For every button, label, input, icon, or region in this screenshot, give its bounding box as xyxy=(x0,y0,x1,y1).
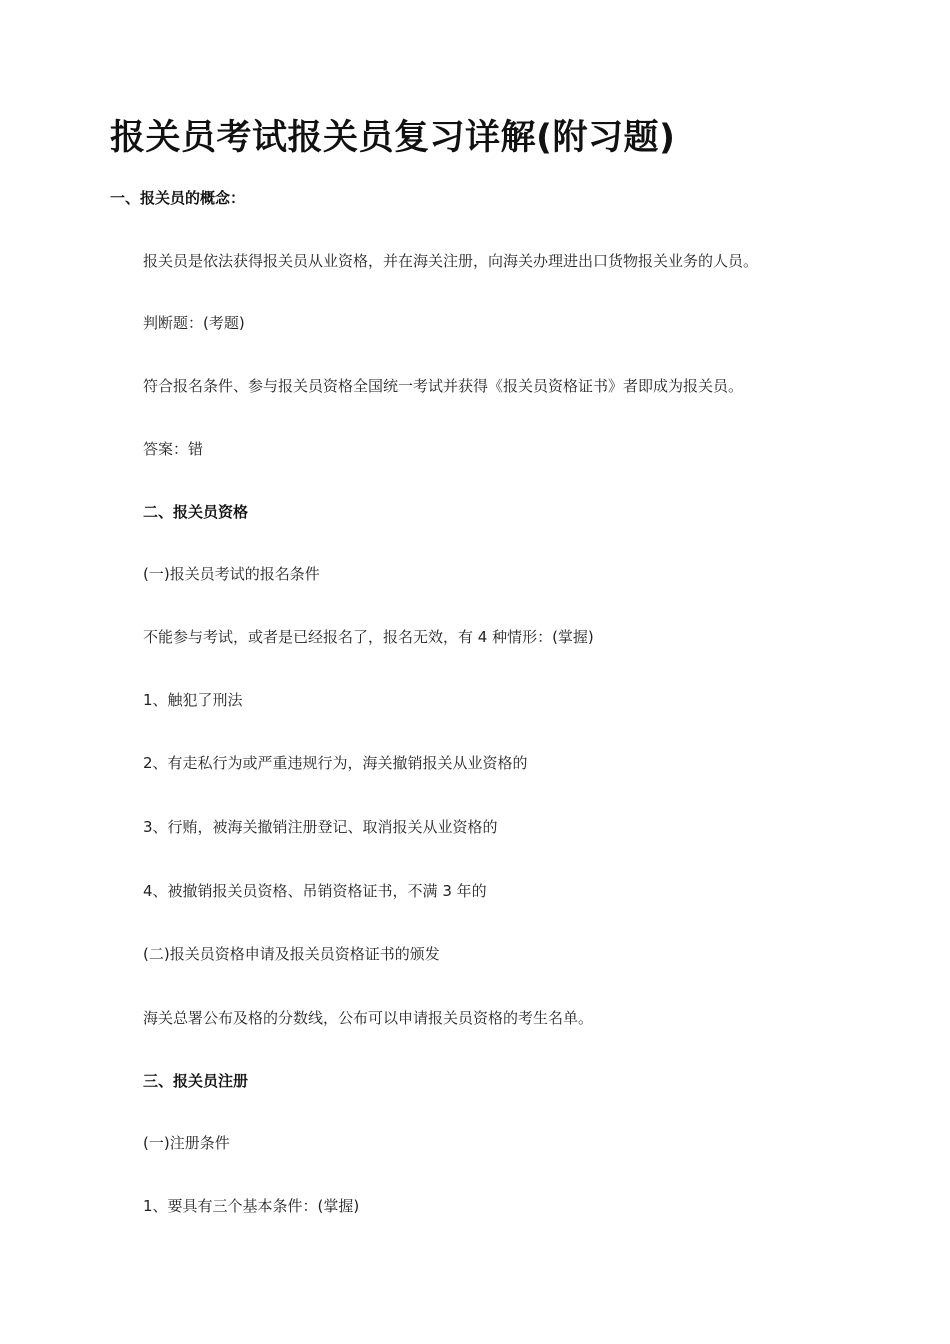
question-type-label: 判断题：(考题) xyxy=(143,314,245,332)
list-item: 1、要具有三个基本条件：(掌握) xyxy=(143,1197,360,1215)
paragraph-passing-score: 海关总署公布及格的分数线，公布可以申请报关员资格的考生名单。 xyxy=(143,1009,594,1027)
paragraph-ineligibility: 不能参与考试，或者是已经报名了，报名无效，有 4 种情形：(掌握) xyxy=(143,628,594,646)
section-heading-3: 三、报关员注册 xyxy=(143,1072,249,1090)
list-item: 4、被撤销报关员资格、吊销资格证书，不满 3 年的 xyxy=(143,882,487,900)
subsection-heading-registration: (一)注册条件 xyxy=(143,1134,230,1152)
subsection-heading-certificate: (二)报关员资格申请及报关员资格证书的颁发 xyxy=(143,945,440,963)
list-item: 2、有走私行为或严重违规行为，海关撤销报关从业资格的 xyxy=(143,754,528,772)
paragraph-definition: 报关员是依法获得报关员从业资格，并在海关注册，向海关办理进出口货物报关业务的人员。 xyxy=(143,252,759,270)
list-item: 1、触犯了刑法 xyxy=(143,691,243,709)
section-heading-2: 二、报关员资格 xyxy=(143,503,249,521)
subsection-heading-exam-conditions: (一)报关员考试的报名条件 xyxy=(143,565,320,583)
question-statement: 符合报名条件、参与报关员资格全国统一考试并获得《报关员资格证书》者即成为报关员。 xyxy=(143,377,744,395)
answer-text: 答案：错 xyxy=(143,440,204,458)
list-item: 3、行贿，被海关撤销注册登记、取消报关从业资格的 xyxy=(143,818,498,836)
section-heading-1: 一、报关员的概念： xyxy=(110,189,246,207)
document-title: 报关员考试报关员复习详解(附习题) xyxy=(110,118,676,158)
